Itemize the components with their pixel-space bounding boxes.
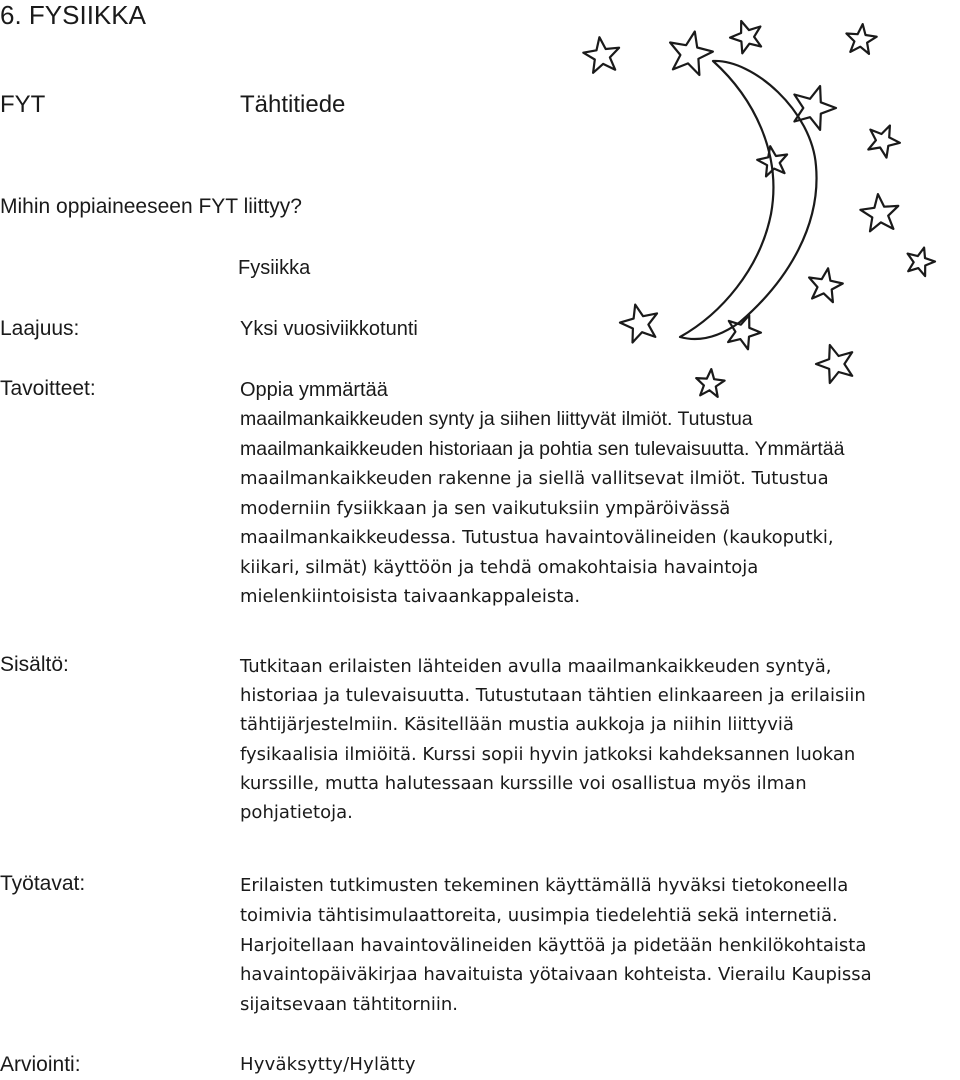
subject-value: Fysiikka bbox=[238, 257, 311, 279]
star-icon bbox=[728, 315, 761, 349]
star-icon bbox=[868, 126, 900, 158]
course-code: FYT bbox=[0, 91, 46, 118]
night-sky-illustration bbox=[540, 14, 960, 414]
content-line: historiaa ja tulevaisuutta. Tutustutaan tähtien elinkaareen ja erilaisiin bbox=[240, 685, 866, 707]
goals-line: maailmankaikkeudessa. Tutustua havaintovälineiden (kaukoputki, bbox=[240, 527, 834, 548]
methods-label: Työtavat: bbox=[0, 872, 86, 895]
assessment-value: Hyväksytty/Hylätty bbox=[240, 1054, 416, 1075]
scope-label: Laajuus: bbox=[0, 317, 80, 340]
course-title: Tähtitiede bbox=[240, 91, 346, 118]
goals-line: maailmankaikkeuden historiaan ja pohtia sen tulevaisuutta. Ymmärtää bbox=[240, 437, 845, 460]
content-line: Tutkitaan erilaisten lähteiden avulla maailmankaikkeuden syntyä, bbox=[240, 656, 832, 677]
goals-line: kiikari, silmät) käyttöön ja tehdä omakohtaisia havaintoja bbox=[240, 556, 759, 578]
goals-line: mielenkiintoisista taivaankappaleista. bbox=[240, 586, 581, 607]
assessment-label: Arviointi: bbox=[0, 1053, 81, 1076]
content-text bbox=[240, 652, 958, 827]
star-icon bbox=[670, 32, 713, 76]
scope-value: Yksi vuosiviikkotunti bbox=[240, 318, 418, 340]
content-line: kurssille, mutta halutessaan kurssille voi osallistua myös ilman bbox=[240, 772, 807, 794]
section-heading: 6. FYSIIKKA bbox=[0, 0, 146, 30]
star-icon bbox=[860, 194, 898, 231]
star-icon bbox=[583, 37, 619, 73]
methods-line: havaintopäiväkirjaa havaituista yötaivaan kohteista. Vierailu Kaupissa bbox=[240, 964, 872, 986]
methods-line: toimivia tähtisimulaattoreita, uusimpia tiedelehtiä sekä internetiä. bbox=[240, 904, 838, 926]
content-line: pohjatietoja. bbox=[240, 802, 353, 824]
content-label: Sisältö: bbox=[0, 653, 69, 676]
star-icon bbox=[794, 86, 836, 130]
goals-line: maailmankaikkeuden synty ja siihen liittyvät ilmiöt. Tutustua bbox=[240, 408, 753, 430]
goals-line: maailmankaikkeuden rakenne ja siellä vallitsevat ilmiöt. Tutustua bbox=[240, 468, 829, 489]
star-icon bbox=[696, 369, 724, 397]
goals-line: Oppia ymmärtää bbox=[240, 379, 388, 401]
goals-line: moderniin fysiikkaan ja sen vaikutuksiin ympäröivässä bbox=[240, 497, 731, 519]
methods-line: Harjoitellaan havaintovälineiden käyttöä ja pidetään henkilökohtaista bbox=[240, 934, 867, 956]
star-icon bbox=[620, 305, 657, 343]
methods-text bbox=[240, 871, 958, 1020]
content-line: fysikaalisia ilmiöitä. Kurssi sopii hyvin jatkoksi kahdeksannen luokan bbox=[240, 743, 856, 765]
star-icon bbox=[846, 24, 876, 54]
star-icon bbox=[809, 268, 843, 302]
star-icon bbox=[908, 248, 935, 277]
methods-line: Erilaisten tutkimusten tekeminen käyttämällä hyväksi tietokoneella bbox=[240, 875, 849, 896]
subject-question: Mihin oppiaineeseen FYT liittyy? bbox=[0, 195, 302, 218]
methods-line: sijaitsevaan tähtitorniin. bbox=[240, 994, 459, 1016]
crescent-moon-icon bbox=[680, 61, 817, 339]
star-icon bbox=[816, 345, 852, 383]
content-line: tähtijärjestelmiin. Käsitellään mustia aukkoja ja niihin liittyviä bbox=[240, 714, 794, 736]
goals-label: Tavoitteet: bbox=[0, 377, 96, 400]
star-icon bbox=[730, 21, 761, 53]
